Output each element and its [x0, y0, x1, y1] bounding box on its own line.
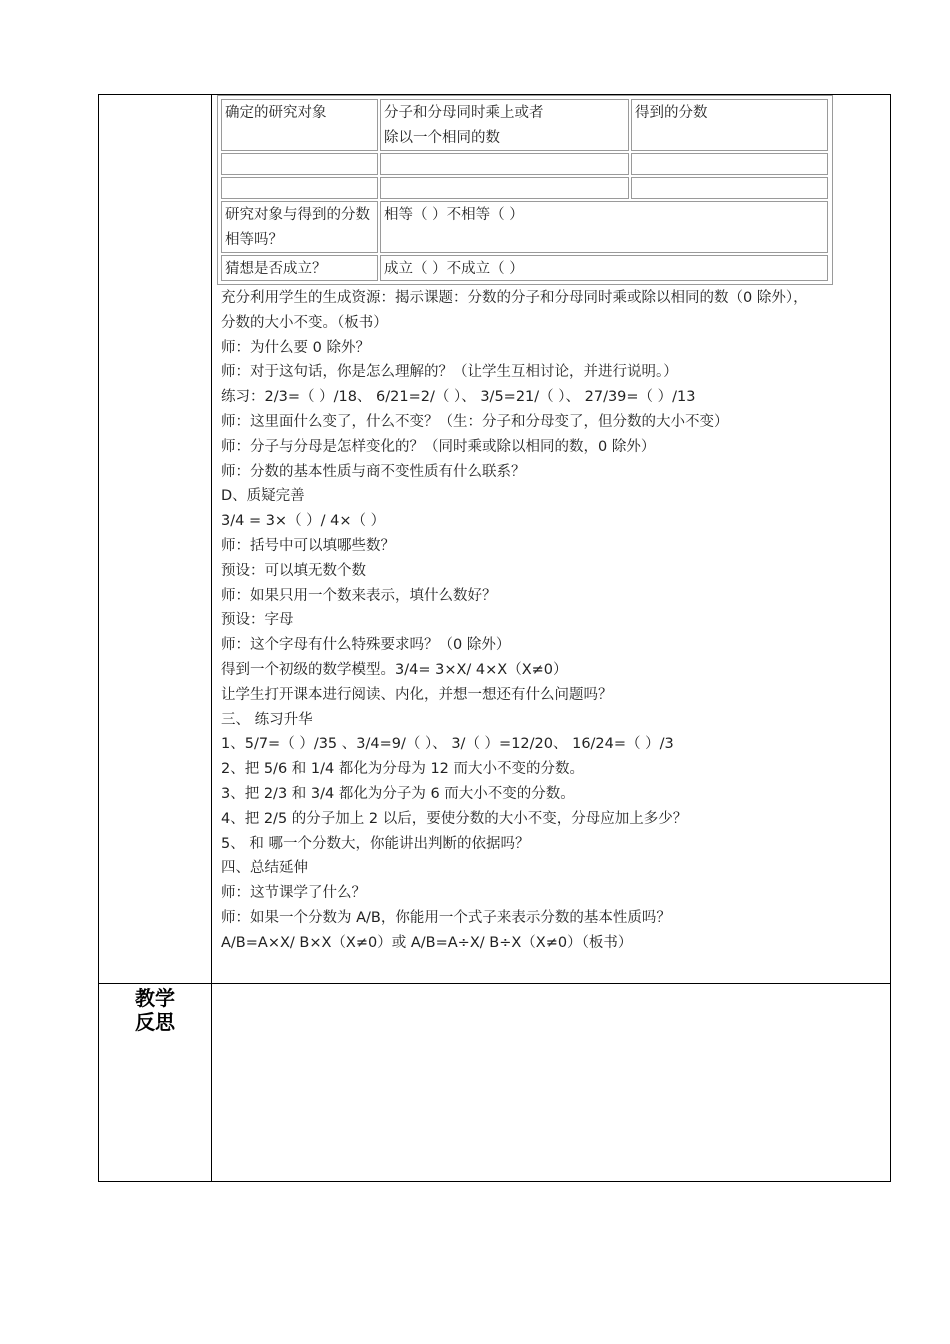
text-line: 练习：2/3=（ ）/18、 6/21=2/（ ）、 3/5=21/（ ）、 27/39=（ ）/13	[221, 389, 696, 406]
column-divider	[211, 94, 212, 1182]
text-line: 分数的大小不变。（板书）	[221, 314, 388, 331]
text-line: 师：分子与分母是怎样变化的？（同时乘或除以相同的数，0 除外）	[221, 438, 656, 455]
text-line: 1、5/7=（ ）/35 、3/4=9/（ ）、 3/（ ）=12/20、 16/24=（ ）/3	[221, 736, 674, 753]
text-line: 师：如果只用一个数来表示，填什么数好？	[221, 587, 497, 604]
reflection-label: 教学 反思	[135, 986, 175, 1034]
text-line: 充分利用学生的生成资源：揭示课题：分数的分子和分母同时乘或除以相同的数（0 除外），	[221, 290, 808, 306]
text-line: 师：分数的基本性质与商不变性质有什么联系？	[221, 463, 526, 480]
table-empty-cell	[221, 177, 378, 199]
table-header-object: 确定的研究对象	[221, 99, 378, 151]
table-equal-label: 研究对象与得到的分数相等吗？	[221, 201, 378, 253]
table-empty-cell	[221, 153, 378, 175]
text-line: 让学生打开课本进行阅读、内化，并想一想还有什么问题吗？	[221, 686, 613, 703]
text-line: 2、把 5/6 和 1/4 都化为分母为 12 而大小不变的分数。	[221, 761, 585, 778]
bottom-border	[98, 1181, 891, 1182]
text-line: D、质疑完善	[221, 488, 305, 505]
text-line: 5、 和 哪一个分数大，你能讲出判断的依据吗？	[221, 835, 530, 852]
table-guess-value: 成立（ ）不成立（ ）	[380, 255, 828, 281]
text-line: A/B=A×X/ B×X（X≠0）或 A/B=A÷X/ B÷X（X≠0）（板书）	[221, 934, 633, 951]
text-line: 得到一个初级的数学模型。3/4= 3×X/ 4×X（X≠0）	[221, 661, 568, 678]
text-line: 师：这节课学了什么？	[221, 885, 366, 902]
table-guess-label: 猜想是否成立？	[221, 255, 378, 281]
table-empty-cell	[631, 153, 828, 175]
table-header-result: 得到的分数	[631, 99, 828, 151]
text-line: 四、总结延伸	[221, 860, 308, 877]
table-equal-value: 相等（ ）不相等（ ）	[380, 201, 828, 253]
text-line: 师：对于这句话，你是怎么理解的？（让学生互相讨论，并进行说明。）	[221, 364, 678, 381]
text-line: 4、把 2/5 的分子加上 2 以后，要使分数的大小不变，分母应加上多少？	[221, 810, 688, 827]
research-table	[217, 95, 833, 285]
right-border	[890, 94, 891, 1182]
table-empty-cell	[631, 177, 828, 199]
table-empty-cell	[380, 177, 629, 199]
text-line: 师：这里面什么变了，什么不变？（生：分子和分母变了，但分数的大小不变）	[221, 413, 729, 430]
left-border	[98, 94, 99, 1182]
text-line: 预设：字母	[221, 612, 294, 629]
text-line: 三、 练习升华	[221, 711, 313, 728]
text-line: 3/4 = 3×（ ）/ 4×（ ）	[221, 513, 386, 530]
text-line: 预设：可以填无数个数	[221, 562, 366, 579]
row-divider	[98, 983, 891, 984]
text-line: 师：为什么要 0 除外？	[221, 339, 370, 356]
table-header-operation: 分子和分母同时乘上或者 除以一个相同的数	[380, 99, 629, 151]
text-line: 师：括号中可以填哪些数？	[221, 537, 395, 554]
lesson-content	[221, 286, 889, 956]
table-empty-cell	[380, 153, 629, 175]
text-line: 3、把 2/3 和 3/4 都化为分子为 6 而大小不变的分数。	[221, 785, 575, 802]
text-line: 师：这个字母有什么特殊要求吗？（0 除外）	[221, 637, 511, 654]
text-line: 师：如果一个分数为 A/B，你能用一个式子来表示分数的基本性质吗？	[221, 909, 671, 926]
